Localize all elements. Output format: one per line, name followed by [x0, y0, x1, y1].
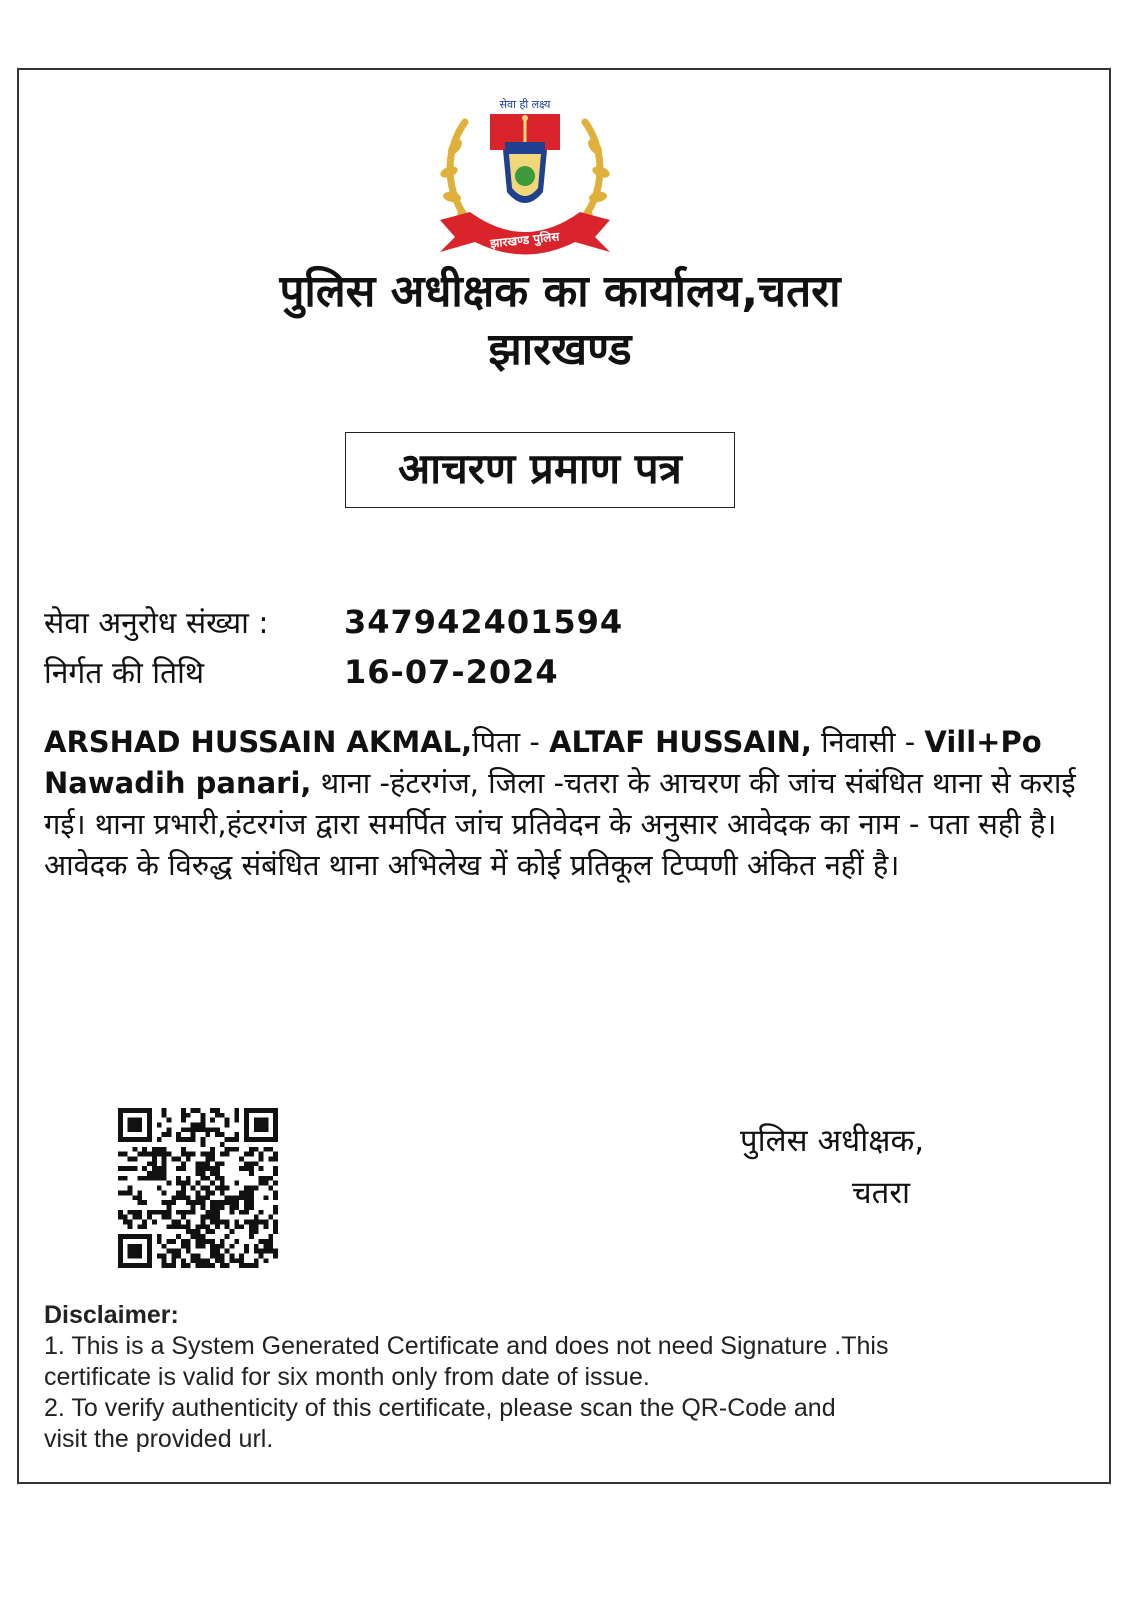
issue-date-row [44, 652, 559, 694]
certificate-body [44, 722, 1094, 886]
disclaimer-line-2: certificate is valid for six month only from date of issue. [44, 1363, 650, 1391]
resident-label: निवासी - [811, 725, 925, 759]
signatory-designation: पुलिस अधीक्षक, [740, 1123, 925, 1159]
father-label: पिता - [472, 725, 550, 759]
body-statement: थाना -हंटरगंज, जिला -चतरा के आचरण की जांच संबंधित थाना से कराई गई। थाना प्रभारी,हंटरगंज द्वारा समर्पित जांच प्रतिवेदन के अनुसार आवेदक का नाम - पता सही है। आवेदक के विरुद्ध संबंधित थाना अभिलेख में कोई प्रतिकूल टिप्पणी अंकित नहीं है। [44, 766, 1076, 882]
office-title: पुलिस अधीक्षक का कार्यालय,चतरा [279, 266, 841, 317]
certificate-title: आचरण प्रमाण पत्र [345, 432, 735, 508]
signatory-block [740, 1115, 924, 1219]
disclaimer-heading: Disclaimer: [44, 1301, 179, 1329]
office-state: झारखण्ड [488, 324, 632, 375]
disclaimer-line-4: visit the provided url. [44, 1425, 274, 1453]
jharkhand-police-emblem [425, 92, 625, 272]
disclaimer-line-3: 2. To verify authenticity of this certificate, please scan the QR-Code and [44, 1394, 836, 1422]
verification-qr-code[interactable] [118, 1108, 278, 1268]
signatory-place: चतरा [852, 1175, 911, 1211]
emblem-ribbon-text: झारखण्ड पुलिस [489, 229, 561, 251]
applicant-address: Vill+Po Nawadih panari, [44, 725, 1042, 800]
applicant-name: ARSHAD HUSSAIN AKMAL, [44, 725, 473, 759]
issue-date-label: निर्गत की तिथि [44, 656, 205, 691]
request-number-value: 347942401594 [344, 603, 624, 641]
request-number-label: सेवा अनुरोध संख्या : [44, 606, 269, 641]
father-name: ALTAF HUSSAIN, [549, 725, 812, 759]
disclaimer [44, 1300, 1084, 1455]
request-number-row [44, 602, 623, 644]
disclaimer-line-1: 1. This is a System Generated Certificate and does not need Signature .This [44, 1332, 889, 1360]
issue-date-value: 16-07-2024 [344, 653, 559, 691]
emblem-motto: सेवा ही लक्ष्य [499, 98, 551, 111]
